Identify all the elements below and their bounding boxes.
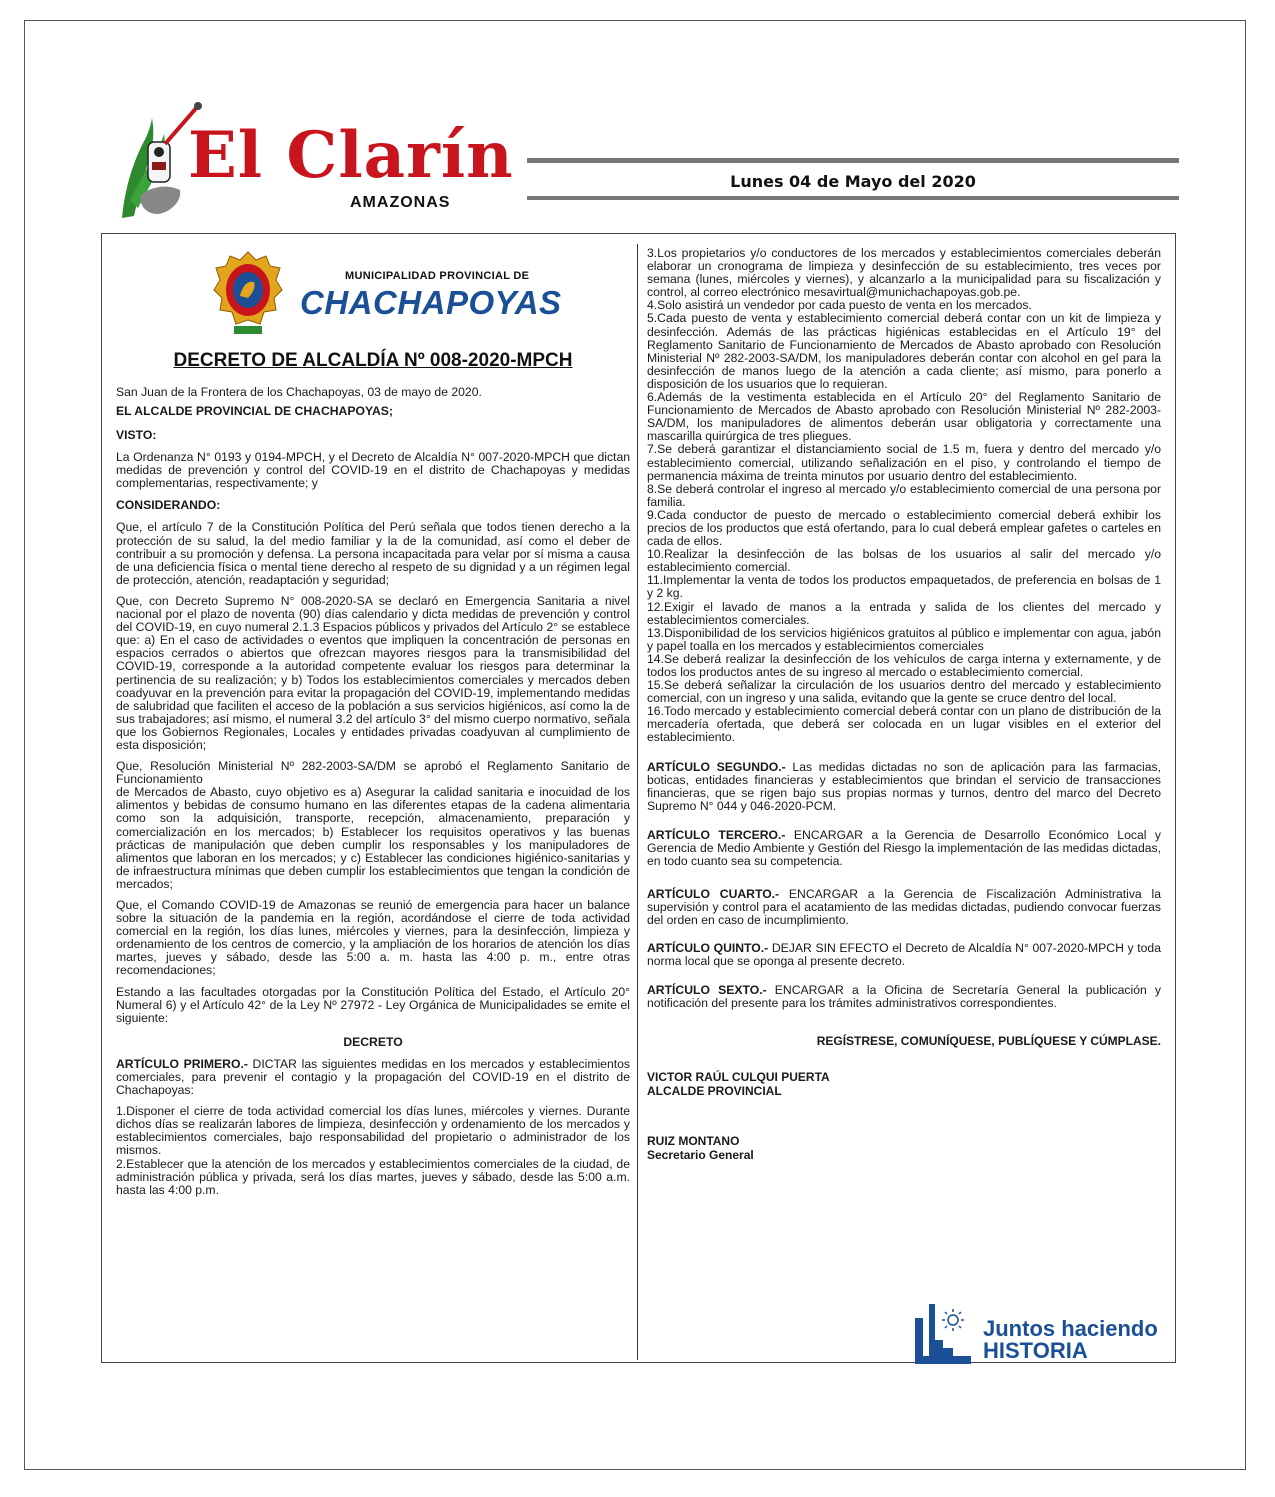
measure-15: 15.Se deberá señalizar la circulación de los usuarios dentro del mercado y establecimiento comercial, con un ingreso y una salida, evitando que la gente se cruce dentro del local. <box>647 678 1161 706</box>
measure-2: 2.Establecer que la atención de los mercados y establecimientos comerciales de la ciudad, de administración pública y privada, será los días martes, jueves y sábado, desde las 5:00 a.m. hasta las 4:00 p.m. <box>116 1156 630 1197</box>
considerando-2: Que, con Decreto Supremo N° 008-2020-SA se declaró en Emergencia Sanitaria a nivel nacional por el plazo de noventa (90) días calendario y dicta medidas de prevención y control del COVID-19, en cuyo numeral 2.1.3 Espacios públicos y privados del Artículo 2° se establece que: a) En el caso de actividades o eventos que impliquen la concentración de personas en espacios cerrados o abiertos que ofrezcan mayores riesgos para la transmisibilidad del COVID-19, corresponde a la autoridad competente evaluar los riesgos para determinar la pertinencia de su realización; y b) Todos los establecimientos comerciales y mercados deben coadyuvar en la prevención para evitar la propagación del COVID-19, implementando medidas de salubridad que faciliten el acceso de la población a sus servicios higiénicos, así como la de sus trabajadores; así mismo, el numeral 3.2 del artículo 3° del mismo cuerpo normativo, señala que los Gobiernos Regionales, Locales y entidades privadas coadyuvan al cumplimiento de esta disposición; <box>116 593 630 752</box>
slogan-line-2: HISTORIA <box>983 1338 1088 1363</box>
considerando-3a: Que, Resolución Ministerial Nº 282-2003-SA/DM se aprobó el Reglamento Sanitario de Funcionamiento <box>116 759 630 787</box>
municipality-name: CHACHAPOYAS <box>300 284 562 321</box>
measure-8: 8.Se deberá controlar el ingreso al mercado y/o establecimiento comercial de una persona por familia. <box>647 481 1161 509</box>
measure-14: 14.Se deberá realizar la desinfección de los vehículos de carga interna y externamente, y de todos los productos antes de su ingreso al mercado o establecimiento comercial. <box>647 651 1161 679</box>
brand-region: AMAZONAS <box>350 194 451 211</box>
measure-4: 4.Solo asistirá un vendedor por cada puesto de venta en los mercados. <box>647 298 1032 313</box>
left-column <box>116 244 630 1205</box>
considerando-heading: CONSIDERANDO: <box>116 498 221 513</box>
article-6: ARTÍCULO SEXTO.- ENCARGAR a la Oficina de Secretaría General la publicación y notificación del presente para los trámites administrativos correspondientes. <box>647 982 1161 1010</box>
slogan-logo <box>913 1298 1163 1370</box>
measure-10: 10.Realizar la desinfección de las bolsas de los usuarios al salir del mercado y/o establecimiento comercial. <box>647 547 1161 575</box>
considerando-1: Que, el artículo 7 de la Constitución Política del Perú señala que todos tienen derecho a la protección de su salud, la del medio familiar y la de la comunidad, así como el deber de contribuir a su promoción y defensa. La persona incapacitada para velar por sí misma a causa de una deficiencia física o mental tiene derecho al respeto de su dignidad y a un régimen legal de protección, atención, readaptación y seguridad; <box>116 520 630 587</box>
monument-sun-icon <box>913 1298 975 1370</box>
article-5: ARTÍCULO QUINTO.- DEJAR SIN EFECTO el Decreto de Alcaldía N° 007-2020-MPCH y toda norma local que se oponga al presente decreto. <box>647 940 1161 968</box>
issuer-line: EL ALCALDE PROVINCIAL DE CHACHAPOYAS; <box>116 404 393 419</box>
article-3: ARTÍCULO TERCERO.- ENCARGAR a la Gerencia de Desarrollo Económico Local y Gerencia de Medio Ambiente y Gestión del Riesgo la implementación de las medidas dictadas, en todo cuanto sea su competencia. <box>647 827 1161 869</box>
slogan-line-1: Juntos haciendo <box>983 1316 1158 1341</box>
issue-date: Lunes 04 de Mayo del 2020 <box>730 172 976 191</box>
decree-title: DECRETO DE ALCALDÍA Nº 008-2020-MPCH <box>173 350 573 371</box>
measure-7: 7.Se deberá garantizar el distanciamiento social de 1.5 m, fuera y dentro del mercado y/o establecimiento comercial, utilizando señalización en el piso, y controlando el tiempo de permanencia máxima de treinta minutos por usuario dentro del establecimiento. <box>647 442 1161 483</box>
municipality-label: MUNICIPALIDAD PROVINCIAL DE <box>345 270 530 282</box>
article-4: ARTÍCULO CUARTO.- ENCARGAR a la Gerencia de Fiscalización Administrativa la supervisión y control para el acatamiento de las medidas dictadas, pudiendo convocar fuerzas del orden en caso de incumplimiento. <box>647 887 1162 928</box>
decreto-heading: DECRETO <box>343 1034 403 1049</box>
article-2: ARTÍCULO SEGUNDO.- Las medidas dictadas no son de aplicación para las farmacias, boticas, entidades financieras y establecimientos que brindan el servicio de transacciones financieras, que se rigen bajo sus propias normas y turnos, dentro del marco del Decreto Supremo N° 044 y 046-2020-PCM. <box>647 759 1161 813</box>
measure-11: 11.Implementar la venta de todos los productos empaquetados, de preferencia en bolsas de 1 y 2 kg. <box>647 573 1161 601</box>
brand-name: El Clarín <box>188 118 514 193</box>
secretary-name: RUIZ MONTANO <box>647 1133 740 1148</box>
column-divider <box>637 244 638 1360</box>
masthead-rule-top <box>527 158 1179 163</box>
right-column <box>647 247 1161 1162</box>
place-date: San Juan de la Frontera de los Chachapoyas, 03 de mayo de 2020. <box>116 385 482 399</box>
masthead-logo <box>110 100 520 220</box>
measure-12: 12.Exigir el lavado de manos a la entrada y salida de los clientes del mercado y establecimientos comerciales. <box>647 599 1161 627</box>
coat-of-arms-icon <box>212 250 284 338</box>
visto-text: La Ordenanza N° 0193 y 0194-MPCH, y el Decreto de Alcaldía N° 007-2020-MPCH que dictan medidas de prevención y control del COVID-19 en el distrito de Chachapoyas y medidas complementarias, respectivamente; y <box>116 450 630 491</box>
measure-16: 16.Todo mercado y establecimiento comercial deberá contar con un plano de distribución de la mercadería ofertada, que deberá ser colocada en un lugar visibles en el exterior del establecimiento. <box>647 704 1161 745</box>
considerando-3b: de Mercados de Abasto, cuyo objetivo es a) Asegurar la calidad sanitaria e inocuidad de los alimentos y bebidas de consumo humano en las diferentes etapas de la cadena alimentaria como son la adquisición, transporte, recepción, almacenamiento, preparación y comercialización en los mercados; b) Establecer los requisitos operativos y las buenas prácticas de manipulación que deben cumplir los responsables y los manipuladores de alimentos que laboran en los mercados; y c) Establecer las condiciones higiénico-sanitarias y de infraestructura mínimas que deben cumplir los establecimientos que tengan la condición de mercados; <box>116 785 630 891</box>
municipality-header <box>116 244 630 344</box>
measure-9: 9.Cada conductor de puesto de mercado o establecimiento comercial deberá exhibir los precios de los productos que está ofertando, para lo cual deberá emplear gafetes o carteles en cada de ellos. <box>647 507 1161 549</box>
article-1: ARTÍCULO PRIMERO.- DICTAR las siguientes medidas en los mercados y establecimientos comerciales, para prevenir el contagio y la propagación del COVID-19 en el distrito de Chachapoyas: <box>116 1056 630 1098</box>
considerando-4: Que, el Comando COVID-19 de Amazonas se reunió de emergencia para hacer un balance sobre la situación de la pandemia en la región, acordándose el cierre de toda actividad comercial en la región, los días lunes, miércoles y viernes, para la desinfección, limpieza y ordenamiento de los centros de comercio, y la ampliación de los horarios de atención los días martes, jueves y sábado, desde las 5:00 a. m. hasta las 4:00 p. m., entre otras recomendaciones; <box>116 898 630 978</box>
considerando-5: Estando a las facultades otorgadas por la Constitución Política del Estado, el Artículo 20° Numeral 6) y el Artículo 42° de la Ley Nº 27972 - Ley Orgánica de Municipalidades se emite el siguiente: <box>116 984 630 1025</box>
measure-5: 5.Cada puesto de venta y establecimiento comercial deberá contar con un kit de limpieza y desinfección. Además de las prácticas higiénicas establecidas en el Artículo 19° del Reglamento Sanitario de Funcionamiento de Mercados de Abasto aprobado con Resolución Ministerial Nº 282-2003-SA/DM, los manipuladores deberán contar con alcohol en gel para la desinfección de manos luego de la atención a cada cliente; así mismo, para ponerlo a disposición de los usuarios que lo requieran. <box>647 311 1161 391</box>
measure-1: 1.Disponer el cierre de toda actividad comercial los días lunes, miércoles y viernes. Durante dichos días se realizarán labores de limpieza, desinfección y ordenamiento de los mercados y establecimientos comerciales, bajo responsabilidad del propietario o administrador de los mismos. <box>116 1104 630 1158</box>
masthead-rule-bottom <box>527 196 1179 200</box>
measure-6: 6.Además de la vestimenta establecida en el Artículo 20° del Reglamento Sanitario de Funcionamiento de Mercados de Abasto aprobado con Resolución Ministerial Nº 282-2003-SA/DM, los manipuladores de alimentos deberán usar obligatoria y correctamente una mascarilla quirúrgica de tres pliegues. <box>647 390 1161 444</box>
secretary-role: Secretario General <box>647 1147 754 1162</box>
measure-3: 3.Los propietarios y/o conductores de los mercados y establecimientos comerciales deberán elaborar un cronograma de limpieza y desinfección de su establecimiento, tres veces por semana (lunes, miércoles y viernes), y alcanzarlo a la municipalidad para su fiscalización y control, al correo electrónico mesavirtual@munichachapoyas.gob.pe. <box>647 246 1161 300</box>
visto-heading: VISTO: <box>116 428 157 443</box>
measure-13: 13.Disponibilidad de los servicios higiénicos gratuitos al público e implementar con agua, jabón y papel toalla en los mercados y establecimientos comerciales <box>647 625 1161 653</box>
closing-formula: REGÍSTRESE, COMUNÍQUESE, PUBLÍQUESE Y CÚMPLASE. <box>816 1033 1161 1048</box>
mayor-name: VICTOR RAÚL CULQUI PUERTA <box>647 1069 830 1084</box>
slogan-text <box>983 1318 1158 1362</box>
mayor-role: ALCALDE PROVINCIAL <box>647 1083 782 1098</box>
